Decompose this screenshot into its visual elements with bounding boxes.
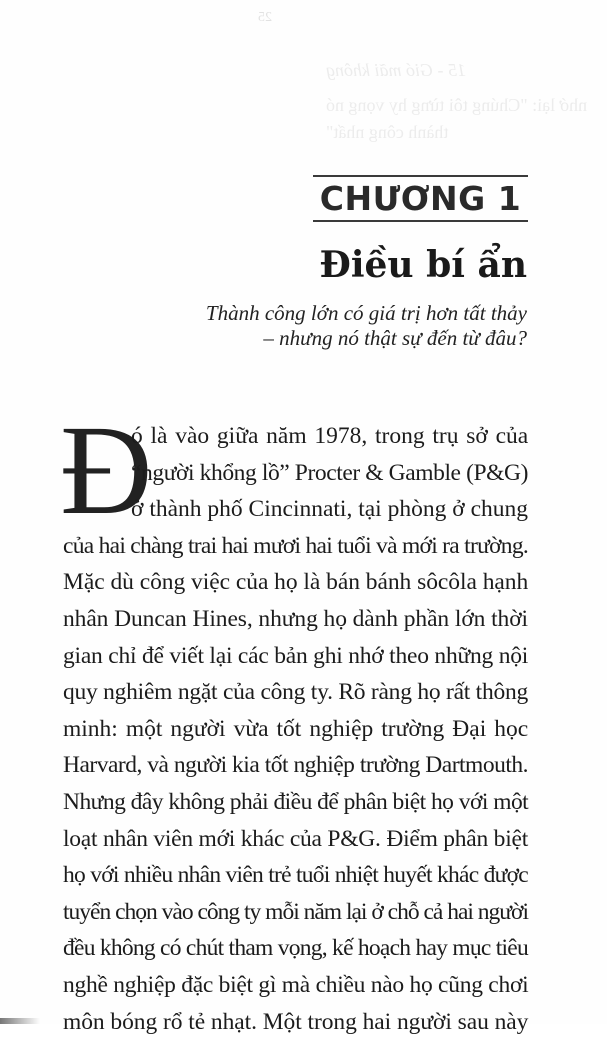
body-line: Nhưng đây không phải điều để phân biệt họ với một (63, 784, 528, 821)
body-paragraph (63, 418, 528, 1040)
body-line: nhân Duncan Hines, nhưng họ dành phần lớn thời (63, 601, 528, 638)
bleed-through-line: thành công nhất" (326, 122, 448, 143)
body-line: gian chỉ để viết lại các bản ghi nhớ theo những nội (63, 638, 528, 675)
body-line: tuyển chọn vào công ty mỗi năm lại ở chỗ cả hai người (63, 894, 528, 931)
page-edge-shadow (0, 1018, 40, 1024)
body-line: môn bóng rổ tẻ nhạt. Một trong hai người sau này (63, 1004, 528, 1040)
epigraph-line: Thành công lớn có giá trị hơn tất thảy (206, 301, 527, 326)
epigraph-line: – nhưng nó thật sự đến từ đâu? (206, 326, 527, 351)
chapter-label: CHƯƠNG 1 (320, 182, 521, 215)
bleed-through-line: nhớ lại: "Chúng tôi từng hy vọng nó (326, 95, 587, 116)
body-line: “người khổng lồ” Procter & Gamble (P&G) (131, 455, 528, 492)
body-line: đều không có chút tham vọng, kế hoạch hay mục tiêu (63, 930, 528, 967)
body-line: của hai chàng trai hai mươi hai tuổi và mới ra trường. (63, 528, 528, 565)
drop-cap: Đ (60, 420, 152, 520)
bleed-through-page-number: 25 (258, 10, 272, 26)
chapter-epigraph (206, 301, 527, 351)
body-line: Harvard, và người kia tốt nghiệp trường Dartmouth. (63, 747, 528, 784)
chapter-title: Điều bí ẩn (319, 247, 527, 283)
body-line: ở thành phố Cincinnati, tại phòng ở chung (131, 491, 528, 528)
body-line: Mặc dù công việc của họ là bán bánh sôcôla hạnh (63, 564, 528, 601)
bleed-through-running-head: 15 - Gió mãi không (326, 60, 466, 81)
body-line: loạt nhân viên mới khác của P&G. Điểm phân biệt (63, 821, 528, 858)
body-line: họ với nhiều nhân viên trẻ tuổi nhiệt huyết khác được (63, 857, 528, 894)
chapter-heading (313, 175, 528, 222)
body-line: nghề nghiệp đặc biệt gì mà chiều nào họ cũng chơi (63, 967, 528, 1004)
body-line: minh: một người vừa tốt nghiệp trường Đại học (63, 711, 528, 748)
body-line: ó là vào giữa năm 1978, trong trụ sở của (131, 418, 528, 455)
body-line: quy nghiêm ngặt của công ty. Rõ ràng họ rất thông (63, 674, 528, 711)
